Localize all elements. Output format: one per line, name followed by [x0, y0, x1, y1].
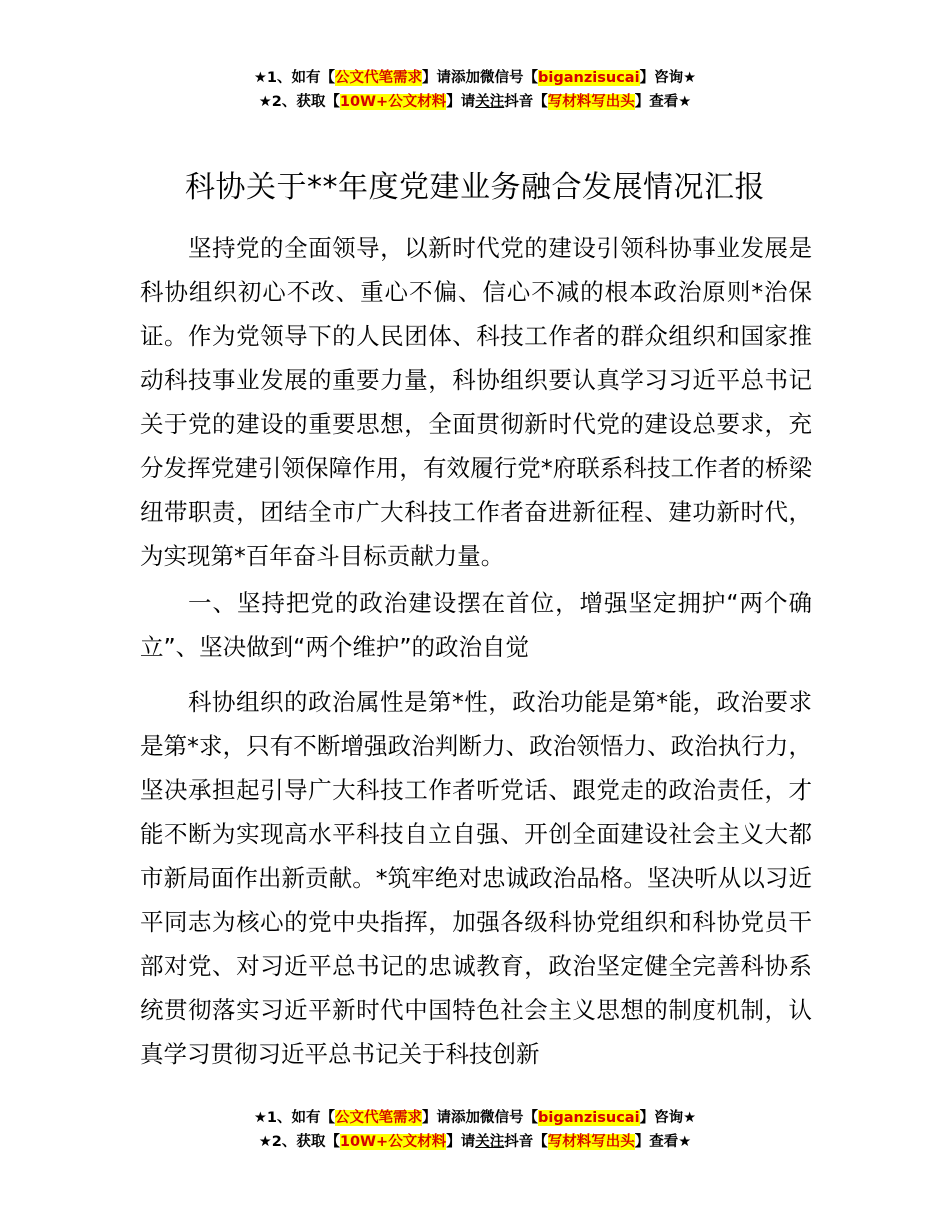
highlight-service: 公文代笔需求 [335, 70, 423, 86]
paragraph-section-1: 科协组织的政治属性是第*性，政治功能是第*能，政治要求是第*求，只有不断增强政治判断力、政治领悟力、政治执行力，坚决承担起引导广大科技工作者听党话、跟党走的政治责任，才能不断为实现高水平科技自立自强、开创全面建设社会主义大都市新局面作出新贡献。*筑牢绝对忠诚政治品格。坚决听从以习近平同志为核心的党中央指挥，加强各级科协党组织和科协党员干部对党、对习近平总书记的忠诚教育，政治坚定健全完善科协系统贯彻落实习近平新时代中国特色社会主义思想的制度机制，认真学习贯彻习近平总书记关于科技创新 [140, 688, 812, 1068]
banner-text: 添加 [451, 70, 481, 86]
banner-text: 微信号【 [480, 1110, 539, 1126]
banner-text: 抖音【 [504, 1134, 548, 1150]
banner-line-1 [0, 66, 950, 90]
banner-text: 】咨询★ [639, 1110, 697, 1126]
paragraph-intro: 坚持党的全面领导，以新时代党的建设引领科协事业发展是科协组织初心不改、重心不偏、信心不减的根本政治原则*治保证。作为党领导下的人民团体、科技工作者的群众组织和国家推动科技事业发展的重要力量，科协组织要认真学习习近平总书记关于党的建设的重要思想，全面贯彻新时代党的建设总要求，充分发挥党建引领保障作用，有效履行党*府联系科技工作者的桥梁纽带职责，团结全市广大科技工作者奋进新征程、建功新时代，为实现第*百年奋斗目标贡献力量。 [140, 234, 812, 570]
banner-text: 】查看★ [634, 94, 692, 110]
highlight-wechat-id: biganzisucai [538, 70, 640, 86]
header-banner [0, 66, 950, 114]
highlight-service: 公文代笔需求 [335, 1110, 423, 1126]
banner-text: ★1、如有【 [253, 1110, 336, 1126]
banner-text: 】请 [446, 94, 476, 110]
highlight-wechat-id: biganzisucai [538, 1110, 640, 1126]
highlight-douyin-account: 写材料写出头 [547, 1134, 635, 1150]
banner-text: 】查看★ [634, 1134, 692, 1150]
banner-text: 】请 [422, 70, 452, 86]
banner-text: ★2、获取【 [258, 1134, 340, 1150]
section-heading-1: 一、坚持把党的政治建设摆在首位，增强坚定拥护“两个确立”、坚决做到“两个维护”的政治自觉 [140, 589, 812, 661]
banner-line-2 [0, 1130, 950, 1154]
banner-text: 抖音【 [504, 94, 548, 110]
banner-text: 关注 [475, 1134, 505, 1150]
banner-text: 微信号【 [480, 70, 539, 86]
banner-text: 关注 [475, 94, 505, 110]
banner-text: ★2、获取【 [258, 94, 340, 110]
highlight-materials: 10W+公文材料 [339, 1134, 447, 1150]
banner-text: 添加 [451, 1110, 481, 1126]
highlight-materials: 10W+公文材料 [339, 94, 447, 110]
banner-line-1 [0, 1106, 950, 1130]
banner-text: ★1、如有【 [253, 70, 336, 86]
document-body [140, 226, 812, 1076]
banner-text: 】请 [422, 1110, 452, 1126]
banner-text: 】咨询★ [639, 70, 697, 86]
banner-line-2 [0, 90, 950, 114]
banner-text: 】请 [446, 1134, 476, 1150]
page-title: 科协关于**年度党建业务融合发展情况汇报 [185, 170, 765, 205]
footer-banner [0, 1106, 950, 1154]
highlight-douyin-account: 写材料写出头 [547, 94, 635, 110]
